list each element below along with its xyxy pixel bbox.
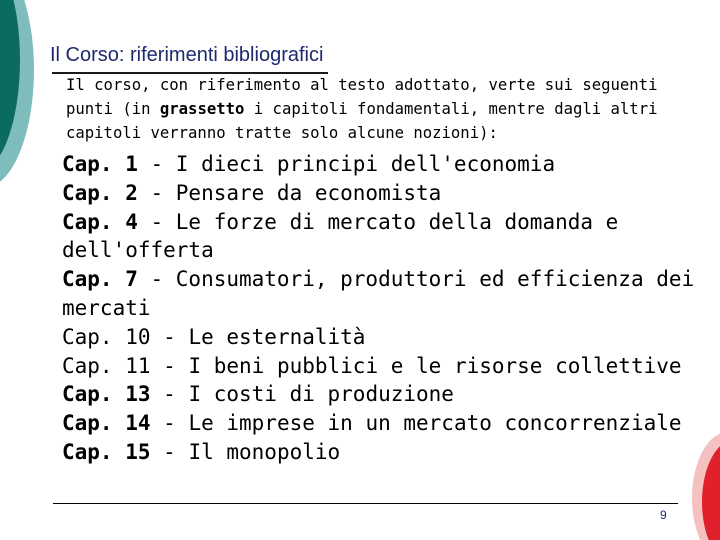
chapter-text: - Consumatori, produttori ed efficienza dei	[137, 267, 695, 292]
chapter-text: - Le esternalità	[150, 324, 366, 349]
chapter-item	[62, 438, 712, 467]
chapter-item	[62, 352, 712, 381]
chapter-item	[62, 150, 712, 179]
chapter-text: - I dieci principi dell'economia	[137, 152, 556, 176]
chapter-item	[62, 208, 712, 237]
chapter-item-continuation	[62, 236, 712, 265]
chapter-label: Cap. 15	[62, 439, 151, 464]
chapter-item	[62, 409, 712, 438]
chapter-text: - Le forze di mercato della domanda e	[137, 209, 619, 234]
intro-paragraph	[66, 73, 706, 145]
chapter-label: Cap. 2	[62, 180, 138, 205]
chapter-item	[62, 380, 712, 409]
chapter-item	[62, 265, 712, 294]
intro-line-1: Il corso, con riferimento al testo adottato, verte sui seguenti	[66, 76, 658, 94]
slide-title: Il Corso: riferimenti bibliografici	[50, 44, 324, 66]
page-number: 9	[660, 508, 667, 522]
chapter-label: Cap. 1	[62, 152, 138, 176]
footer-divider	[53, 503, 678, 504]
chapter-list	[62, 150, 712, 467]
intro-line-2-post: i capitoli fondamentali, mentre dagli altri	[244, 100, 658, 118]
chapter-text: - Le imprese in un mercato concorrenziale	[150, 411, 682, 436]
chapter-label: Cap. 11	[62, 353, 151, 378]
intro-line-3: capitoli verranno tratte solo alcune nozioni):	[66, 124, 498, 142]
intro-line-2	[66, 97, 706, 121]
chapter-item	[62, 179, 712, 208]
chapter-text: - Il monopolio	[150, 439, 341, 464]
chapter-text: - I costi di produzione	[150, 382, 454, 407]
chapter-text: dell'offerta	[62, 238, 214, 263]
intro-line-2-pre: punti (in	[66, 100, 160, 118]
chapter-label: Cap. 7	[62, 267, 138, 292]
chapter-text: - I beni pubblici e le risorse collettive	[150, 353, 682, 378]
chapter-label: Cap. 13	[62, 382, 151, 407]
intro-bold-word: grassetto	[159, 100, 245, 118]
chapter-label: Cap. 4	[62, 209, 138, 234]
chapter-text: - Pensare da economista	[137, 180, 442, 205]
chapter-text: mercati	[62, 295, 151, 320]
chapter-label: Cap. 10	[62, 324, 151, 349]
chapter-item	[62, 323, 712, 352]
chapter-item-continuation	[62, 294, 712, 323]
decorative-shape-left	[0, 0, 60, 200]
chapter-label: Cap. 14	[62, 411, 151, 436]
